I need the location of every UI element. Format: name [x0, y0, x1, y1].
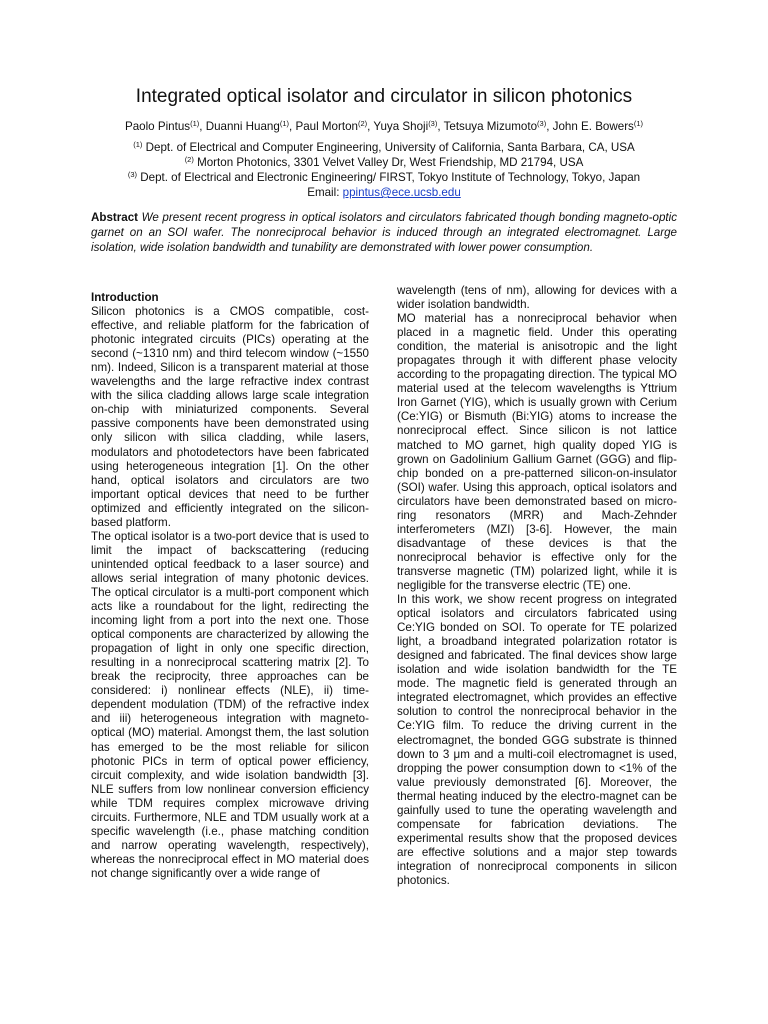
paper-title: Integrated optical isolator and circulator in silicon photonics — [135, 86, 633, 107]
affiliation-2: $^{(2)}$ Morton Photonics, 3301 Velvet Valley Dr, West Friendship, MD 21794, USA — [184, 155, 584, 169]
abstract-text: We present recent progress in optical isolators and circulators fabricated though bonding magneto-optic garnet on an SOI wafer. The nonreciprocal behavior is induced through an integrated electromagnet. Large isolation, wide isolation bandwidth and tunability are demonstrated with lower power consumption. — [91, 211, 677, 255]
author: Paolo Pintus$^{(1)}$, — [124, 119, 206, 133]
affiliations — [0, 140, 768, 200]
email-link[interactable]: ppintus@ece.ucsb.edu — [342, 186, 461, 199]
paragraph: In this work, we show recent progress on integrated optical isolators and circulators fabricated using Ce:YIG bonded on SOI. To operate for TE polarized light, a broadband integrated polarization rotator is designed and fabricated. The final devices show large isolation and wide isolation bandwidth for the TE mode. The magnetic field is generated through an integrated electromagnet, which provides an effective solution to control the nonreciprocal behavior in the Ce:YIG film. To reduce the driving current in the electromagnet, the bonded GGG substrate is thinned down to 3 μm and a multi-coil electromagnet is used, dropping the power consumption down to <1% of the value previously demonstrated [6]. Moreover, the thermal heating induced by the electro-magnet can be gainfully used to tune the operating wavelength and compensate for fabrication deviations. The experimental results show that the proposed devices are effective solutions and a major step towards integration of nonreciprocal components in silicon photonics. — [397, 593, 677, 887]
section-heading-introduction: Introduction — [91, 291, 159, 304]
paragraph: The optical isolator is a two-port device that is used to limit the impact of backscattering (reducing unintended optical feedback to a laser source) and allows serial integration of many photonic devices. The optical circulator is a multi-port component which acts like a roundabout for the light, redirecting the incoming light from a port into the next one. Those optical components are characterized by allowing the propagation of light in only one specific direction, resulting in a nonreciprocal scattering matrix [2]. To break the reciprocity, three approaches can be considered: i) nonlinear effects (NLE), ii) time-dependent modulation (TDM) of the refractive index and iii) heterogeneous integration with magneto-optical (MO) material. Amongst them, the last solution has emerged to be the most reliable for silicon photonic PICs in term of optical power efficiency, circuit complexity, and wide isolation bandwidth [3]. NLE suffers from low nonlinear conversion efficiency while TDM requires complex microwave driving circuits. Furthermore, NLE and TDM usually work at a specific wavelength (i.e., phase matching condition and narrow operating wavelength, respectively), whereas the nonreciprocal effect in MO material does not change significantly over a wide range of — [91, 529, 369, 880]
paragraph: MO material has a nonreciprocal behavior when placed in a magnetic field. Under this operating condition, the material is anisotropic and the light propagates through it with different phase velocity according to the propagating direction. The typical MO material used at the telecom wavelengths is Yttrium Iron Garnet (YIG), which is usually grown with Cerium (Ce:YIG) or Bismuth (Bi:YIG) atoms to increase the nonreciprocal effect. Since silicon is not lattice matched to MO garnet, high quality doped YIG is grown on Gadolinium Gallium Garnet (GGG) and flip-chip bonded on a pre-patterned silicon-on-insulator (SOI) wafer. Using this approach, optical isolators and circulators have been demonstrated based on micro-ring resonators (MRR) and Mach-Zehnder interferometers (MZI) [3-6]. However, the main disadvantage of these devices is that the nonreciprocal behavior is effective only for the transverse magnetic (TM) polarized light, while it is negligible for the transverse electric (TE) one. — [397, 312, 677, 592]
abstract-label: Abstract — [91, 211, 139, 224]
author: Paul Morton$^{(2)}$, — [295, 119, 374, 133]
author: John E. Bowers$^{(1)}$ — [552, 119, 644, 133]
author: Duanni Huang$^{(1)}$, — [205, 119, 296, 133]
paragraph: wavelength (tens of nm), allowing for devices with a wider isolation bandwidth. — [397, 284, 677, 312]
right-column — [397, 284, 677, 888]
affiliation-1: $^{(1)}$ Dept. of Electrical and Computer Engineering, University of California, Santa Barbara, CA, USA — [133, 140, 635, 154]
author-list — [0, 120, 768, 134]
email-label: Email: — [307, 186, 343, 199]
affiliation-3: $^{(3)}$ Dept. of Electrical and Electronic Engineering/ FIRST, Tokyo Institute of Technology, Tokyo, Japan — [127, 170, 641, 184]
author: Yuya Shoji$^{(3)}$, — [373, 119, 444, 133]
left-column — [91, 291, 369, 881]
abstract — [91, 210, 677, 256]
email-line — [0, 185, 768, 200]
paragraph: Silicon photonics is a CMOS compatible, cost-effective, and reliable platform for the fabrication of photonic integrated circuits (PICs) operating at the second (~1310 nm) and third telecom window (~1550 nm). Indeed, Silicon is a transparent material at those wavelengths and the large refractive index contrast with the silica cladding allows large scale integration on-chip with miniaturized components. Several passive components have been demonstrated using only silicon with silica cladding, while lasers, modulators and photodetectors have been fabricated using heterogeneous integration [1]. On the other hand, optical isolators and circulators are two important optical devices that need to be further optimized and efficiently integrated on the silicon-based platform. — [91, 305, 369, 529]
author: Tetsuya Mizumoto$^{(3)}$, — [443, 119, 553, 133]
